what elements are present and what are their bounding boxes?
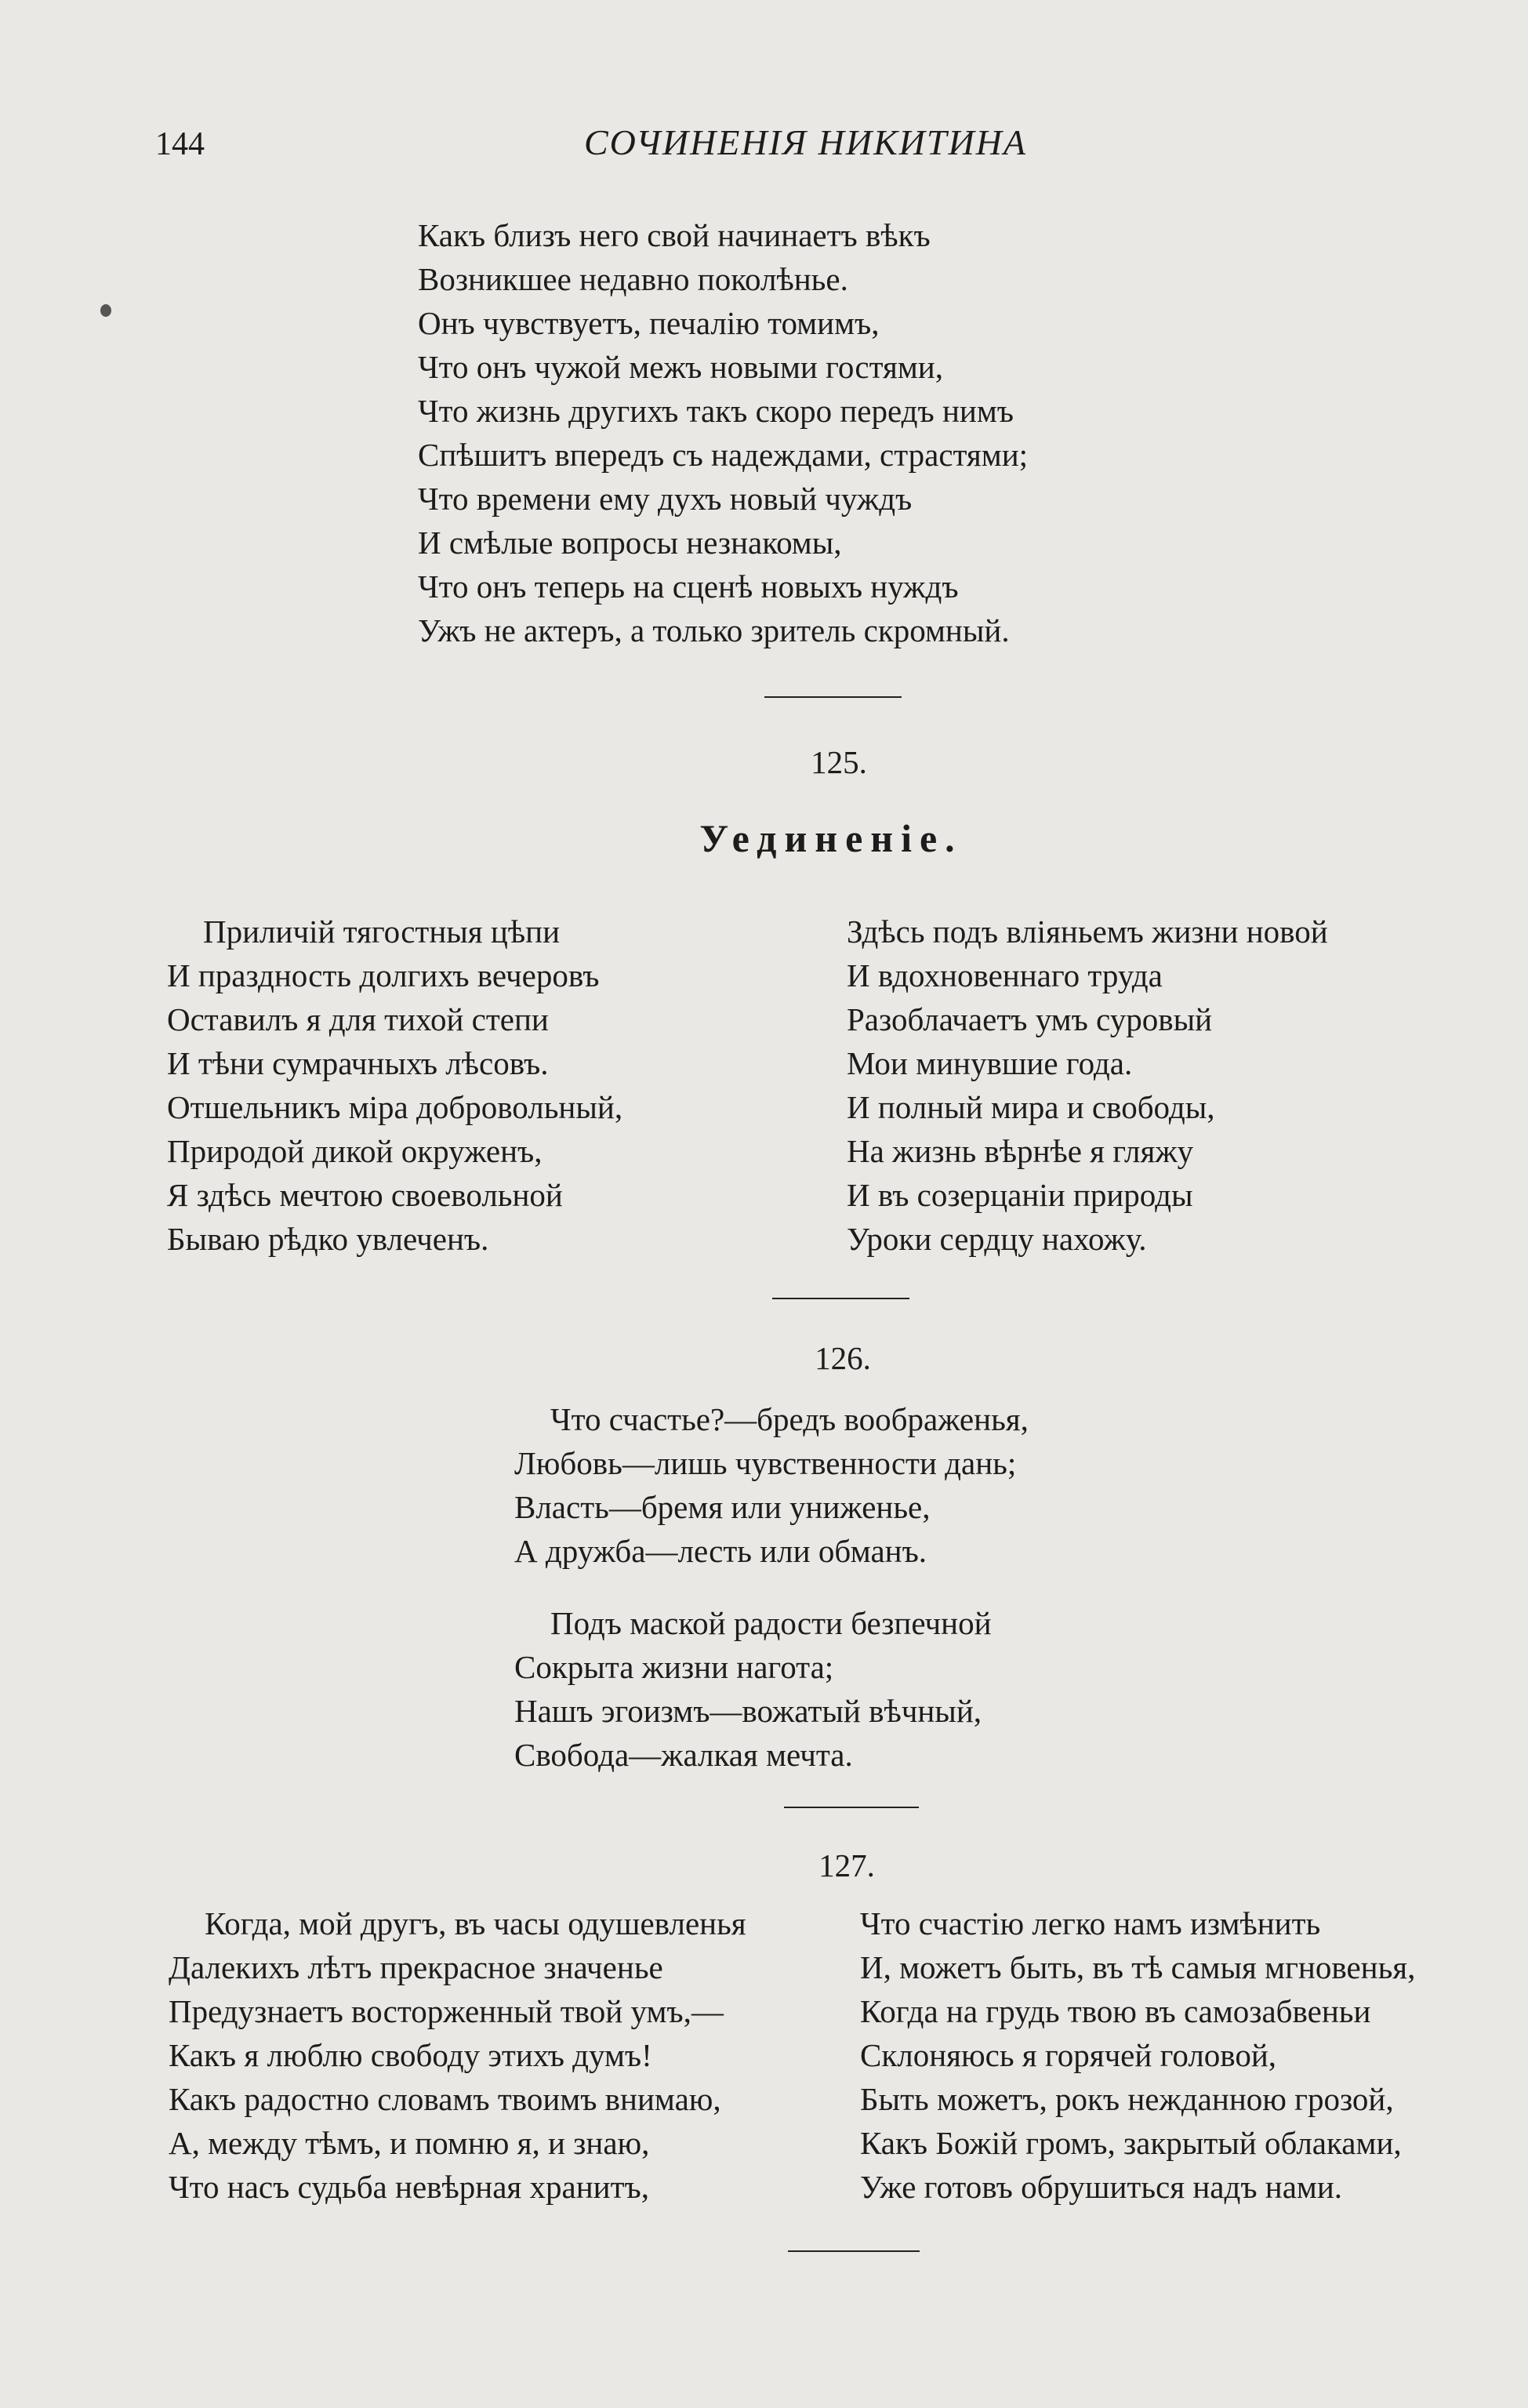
verse-line: А, между тѣмъ, и помню я, и знаю, (169, 2125, 650, 2161)
verse-line: Приличій тягостныя цѣпи (203, 913, 561, 950)
poem-125-title: Уединеніе. (699, 816, 963, 860)
verse-line: Отшельникъ міра добровольный, (167, 1089, 623, 1125)
section-divider (764, 696, 902, 698)
verse-line: Ужъ не актеръ, а только зритель скромный. (418, 612, 1010, 648)
poem-125-left-column (167, 910, 622, 1261)
verse-line: Что счастье?—бредъ воображенья, (550, 1401, 1029, 1437)
verse-line: Далекихъ лѣтъ прекрасное значенье (169, 1949, 663, 1985)
section-divider (788, 2250, 920, 2252)
verse-line: На жизнь вѣрнѣе я гляжу (847, 1133, 1194, 1169)
section-divider (772, 1298, 909, 1299)
verse-line: Здѣсь подъ вліяньемъ жизни новой (847, 913, 1328, 950)
poem-126-number: 126. (815, 1340, 871, 1376)
poem-125-number: 125. (811, 744, 867, 780)
verse-line: Что счастію легко намъ измѣнить (860, 1905, 1321, 1941)
verse-line: Разоблачаетъ умъ суровый (847, 1001, 1213, 1037)
verse-line: Какъ Божій громъ, закрытый облаками, (860, 2125, 1402, 2161)
verse-line: Что онъ теперь на сценѣ новыхъ нуждъ (418, 568, 959, 605)
poem-127-left-column (169, 1901, 746, 2209)
verse-line: Мои минувшие года. (847, 1045, 1133, 1081)
poem-124-ending (418, 213, 1028, 652)
poem-126-stanza-2 (514, 1601, 992, 1777)
verse-line: Бываю рѣдко увлеченъ. (167, 1221, 489, 1257)
verse-line: Я здѣсь мечтою своевольной (167, 1177, 563, 1213)
verse-line: И вдохновеннаго труда (847, 957, 1163, 993)
poem-125-right-column (847, 910, 1328, 1261)
verse-line: И, можетъ быть, въ тѣ самыя мгновенья, (860, 1949, 1416, 1985)
verse-line: Предузнаетъ восторженный твой умъ,— (169, 1993, 724, 2029)
verse-line: Возникшее недавно поколѣнье. (418, 261, 848, 297)
verse-line: Нашъ эгоизмъ—вожатый вѣчный, (514, 1693, 982, 1729)
section-divider (784, 1807, 919, 1808)
verse-line: Какъ близъ него свой начинаетъ вѣкъ (418, 217, 931, 253)
verse-line: И полный мира и свободы, (847, 1089, 1215, 1125)
verse-line: Сокрыта жизни нагота; (514, 1649, 834, 1685)
verse-line: И праздность долгихъ вечеровъ (167, 957, 600, 993)
verse-line: Что насъ судьба невѣрная хранитъ, (169, 2169, 649, 2205)
verse-line: Когда, мой другъ, въ часы одушевленья (205, 1905, 746, 1941)
verse-line: Быть можетъ, рокъ нежданною грозой, (860, 2081, 1394, 2117)
verse-line: Природой дикой окруженъ, (167, 1133, 543, 1169)
page-number: 144 (155, 126, 205, 162)
verse-line: Склоняюсь я горячей головой, (860, 2037, 1277, 2073)
ink-speck (100, 304, 111, 317)
poem-127-right-column (860, 1901, 1415, 2209)
verse-line: И тѣни сумрачныхъ лѣсовъ. (167, 1045, 549, 1081)
verse-line: Власть—бремя или униженье, (514, 1489, 931, 1525)
verse-line: Что онъ чужой межъ новыми гостями, (418, 349, 943, 385)
verse-line: Уроки сердцу нахожу. (847, 1221, 1147, 1257)
verse-line: И въ созерцаніи природы (847, 1177, 1193, 1213)
verse-line: Когда на грудь твою въ самозабвеньи (860, 1993, 1371, 2029)
verse-line: А дружба—лесть или обманъ. (514, 1533, 927, 1569)
verse-line: Какъ радостно словамъ твоимъ внимаю, (169, 2081, 721, 2117)
running-title: СОЧИНЕНІЯ НИКИТИНА (584, 122, 1027, 162)
verse-line: Что жизнь другихъ такъ скоро передъ нимъ (418, 393, 1014, 429)
verse-line: Что времени ему духъ новый чуждъ (418, 481, 913, 517)
verse-line: Оставилъ я для тихой степи (167, 1001, 549, 1037)
poem-126-stanza-1 (514, 1397, 1029, 1573)
poem-127-number: 127. (818, 1847, 875, 1883)
verse-line: Спѣшитъ впередъ съ надеждами, страстями; (418, 437, 1029, 473)
verse-line: И смѣлые вопросы незнакомы, (418, 525, 842, 561)
verse-line: Уже готовъ обрушиться надъ нами. (860, 2169, 1343, 2205)
verse-line: Любовь—лишь чувственности дань; (514, 1445, 1017, 1481)
verse-line: Онъ чувствуетъ, печалію томимъ, (418, 305, 880, 341)
verse-line: Свобода—жалкая мечта. (514, 1737, 853, 1773)
verse-line: Какъ я люблю свободу этихъ думъ! (169, 2037, 652, 2073)
verse-line: Подъ маской радости безпечной (550, 1605, 992, 1641)
